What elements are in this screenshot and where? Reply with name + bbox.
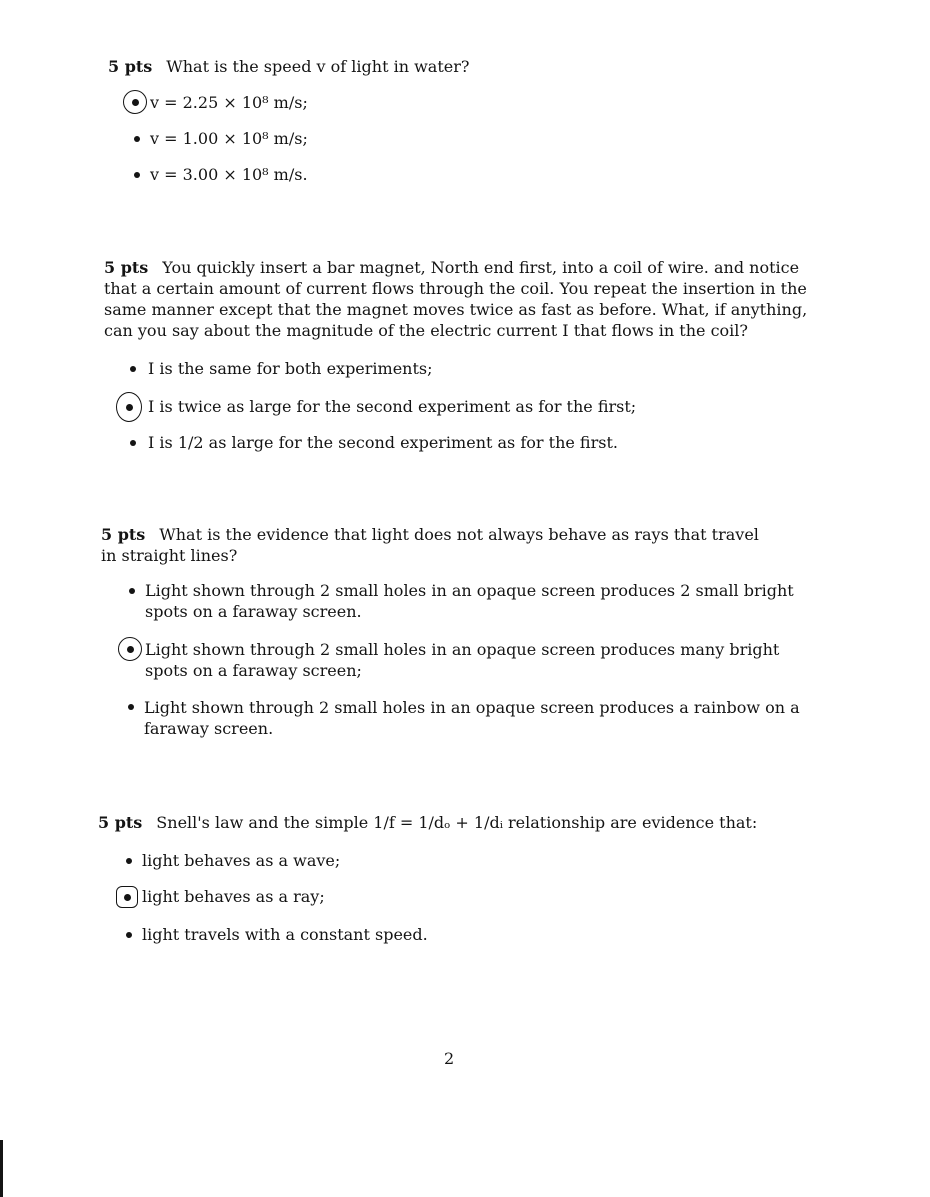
question-1-points: 5 pts xyxy=(108,57,153,76)
question-4 xyxy=(98,812,818,833)
bullet xyxy=(134,136,140,142)
bullet xyxy=(126,932,132,938)
question-3-choice-3: Light shown through 2 small holes in an opaque screen produces a rainbow on a faraway screen. xyxy=(144,698,800,738)
question-4-choice-2: light behaves as a ray; xyxy=(142,887,325,906)
question-3-text: What is the evidence that light does not always behave as rays that travel in straight lines? xyxy=(101,525,759,565)
question-1-choice-1: v = 2.25 × 10⁸ m/s; xyxy=(150,93,308,112)
question-2 xyxy=(104,257,816,341)
question-3 xyxy=(101,524,771,566)
scan-edge-mark xyxy=(0,1140,3,1197)
question-4-choice-3: light travels with a constant speed. xyxy=(142,925,428,944)
bullet xyxy=(129,588,135,594)
question-1-choice-3: v = 3.00 × 10⁸ m/s. xyxy=(150,165,308,184)
question-4-text: Snell's law and the simple 1/f = 1/dₒ + 1/dᵢ relationship are evidence that: xyxy=(156,813,758,832)
question-2-stem xyxy=(104,257,816,341)
bullet xyxy=(130,440,136,446)
question-1 xyxy=(108,56,828,77)
answer-circle-mark xyxy=(116,886,138,908)
answer-circle-mark xyxy=(123,90,147,114)
question-1-stem xyxy=(108,56,828,77)
question-3-stem xyxy=(101,524,771,566)
page-number: 2 xyxy=(444,1049,455,1068)
bullet xyxy=(130,366,136,372)
bullet xyxy=(128,704,134,710)
bullet xyxy=(126,858,132,864)
question-4-choice-1: light behaves as a wave; xyxy=(142,851,341,870)
question-4-points: 5 pts xyxy=(98,813,143,832)
question-2-choice-2: I is twice as large for the second experiment as for the first; xyxy=(148,397,637,416)
answer-circle-mark xyxy=(118,637,142,661)
question-3-points: 5 pts xyxy=(101,525,146,544)
question-1-text: What is the speed v of light in water? xyxy=(166,57,470,76)
question-3-choice-1: Light shown through 2 small holes in an opaque screen produces 2 small bright spots on a faraway screen. xyxy=(145,581,794,621)
question-1-choice-2: v = 1.00 × 10⁸ m/s; xyxy=(150,129,308,148)
question-2-choice-1: I is the same for both experiments; xyxy=(148,359,433,378)
answer-circle-mark xyxy=(116,392,142,422)
question-2-text: You quickly insert a bar magnet, North end first, into a coil of wire. and notice that a certain amount of current flows through the coil. You repeat the insertion in the same manner except that the magnet moves twice as fast as before. What, if anything, can you say about the magnitude of the electric current I that flows in the coil? xyxy=(104,258,808,340)
question-2-points: 5 pts xyxy=(104,258,149,277)
question-3-choice-2: Light shown through 2 small holes in an opaque screen produces many bright spots on a faraway screen; xyxy=(145,640,780,680)
question-4-stem xyxy=(98,812,818,833)
bullet xyxy=(134,172,140,178)
question-2-choice-3: I is 1/2 as large for the second experiment as for the first. xyxy=(148,433,618,452)
